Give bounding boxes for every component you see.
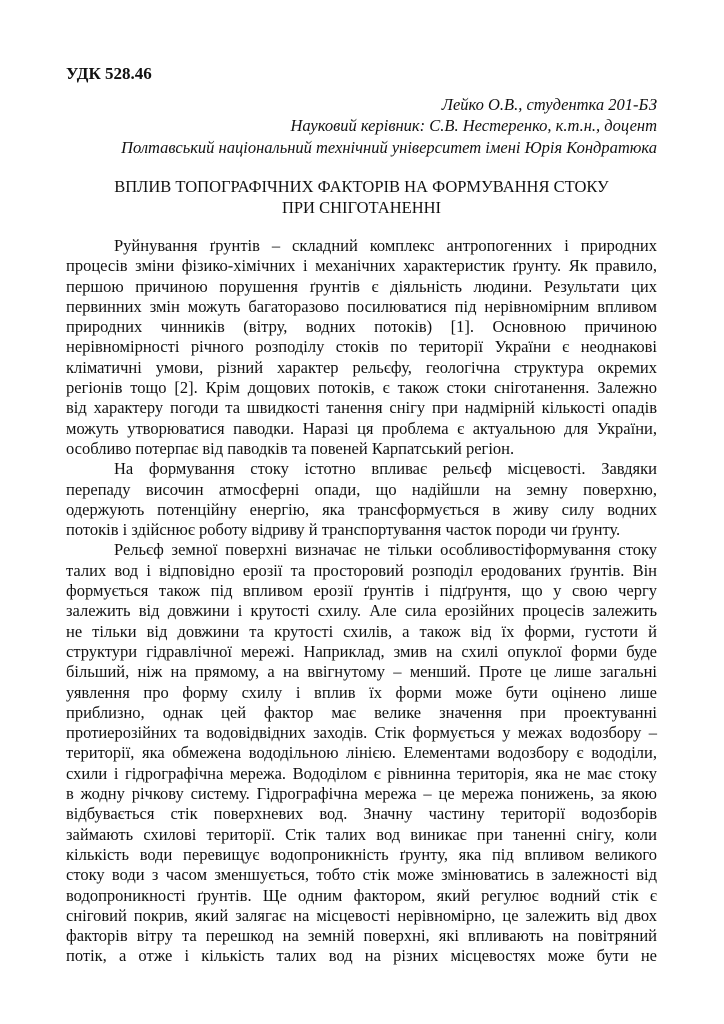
text-line: нерівномірності річного розподілу стоків по території України є неоднакові — [66, 337, 657, 357]
university: Полтавський національний технічний університет імені Юрія Кондратюка — [121, 137, 657, 157]
text-line: потік, а отже і кількість талих вод на різних місцевостях може бути не — [66, 946, 657, 966]
article-body — [66, 236, 657, 967]
paragraph — [66, 236, 657, 459]
text-line: формується також під впливом ерозії ґрунтів і підґрунтя, що у свою чергу — [66, 581, 657, 601]
text-line: від характеру погоди та швидкості танення снігу при надмірній кількості опадів — [66, 398, 657, 418]
title-line: ВПЛИВ ТОПОГРАФІЧНИХ ФАКТОРІВ НА ФОРМУВАННЯ СТОКУ — [114, 177, 609, 196]
text-line: займають схилові території. Стік талих вод виникає при таненні снігу, коли — [66, 824, 657, 844]
text-line: водопроникності ґрунтів. Ще одним фактором, який регулює водний стік є — [66, 885, 657, 905]
text-line: особливо потерпає від паводків та повеней Карпатський регіон. — [66, 438, 515, 458]
text-line: території, яка обмежена вододільною лінією. Елементами водозбору є вододіли, — [66, 743, 657, 763]
text-line: відбувається стік поверхневих вод. Значну частину території водозборів — [66, 804, 657, 824]
text-line: не тільки від довжини та крутості схилів, а також від їх форми, густоти й — [66, 621, 657, 641]
text-line: регіонів тощо [2]. Крім дощових потоків, є також стоки сніготанення. Залежно — [66, 378, 657, 398]
text-line: приблизно, однак цей фактор має велике значення при проектуванні — [66, 702, 657, 722]
text-line: природних чинників (вітру, водних потоків) [1]. Основною причиною — [66, 317, 657, 337]
article-title — [66, 177, 657, 218]
text-line: талих вод і відповідно ерозії та просторовий розподіл еродованих ґрунтів. Він — [66, 560, 657, 580]
text-line: Руйнування ґрунтів – складний комплекс антропогенних і природних — [114, 236, 657, 255]
text-line: можуть утворюватися паводки. Наразі ця проблема є актуальною для України, — [66, 418, 657, 438]
text-line: перепаду височин атмосферні опади, що надійшли на земну поверхню, — [66, 479, 657, 499]
text-line: одержують потенційну енергію, яка трансформується в живу силу водних — [66, 499, 657, 519]
text-line: уявлення про форму схилу і вплив їх форми може бути оцінено лише — [66, 682, 657, 702]
text-line: залежить від довжини і крутості схилу. Але сила ерозійних процесів залежить — [66, 601, 657, 621]
text-line: в жодну річкову систему. Гідрографічна мережа – це мережа понижень, за якою — [66, 784, 657, 804]
text-line: стоку води з часом зменшується, тобто стік може змінюватись в залежності від — [66, 865, 657, 885]
text-line: сніговий покрив, який залягає на місцевості нерівномірно, це залежить від двох — [66, 905, 657, 925]
author-block — [121, 94, 657, 158]
author-name: Лейко О.В., студентка 201-БЗ — [441, 95, 657, 114]
text-line: кількість води перевищує водопроникність ґрунту, яка під впливом великого — [66, 844, 657, 864]
text-line: протиерозійних та водовідвідних заходів. Стік формується у межах водозбору – — [66, 723, 657, 743]
supervisor: Науковий керівник: С.В. Нестеренко, к.т.н., доцент — [290, 116, 657, 136]
text-line: більший, ніж на прямому, а на ввігнутому – менший. Проте це лише загальні — [66, 662, 657, 682]
text-line: На формування стоку істотно впливає рельєф місцевості. Завдяки — [114, 459, 657, 479]
text-line: кліматичні умови, різний характер рельєфу, геологічна структура окремих — [66, 357, 657, 377]
text-line: первинних змін можуть багаторазово посилюватися під нерівномірним впливом — [66, 296, 657, 316]
udk-code: УДК 528.46 — [66, 64, 152, 83]
text-line: процесів зміни фізико-хімічних і механічних характеристик ґрунту. Як правило, — [66, 256, 657, 276]
title-line: ПРИ СНІГОТАНЕННІ — [281, 197, 442, 217]
text-line: факторів вітру та перешкод на земній поверхні, які впливають на повітряний — [66, 926, 657, 946]
paragraph — [66, 540, 657, 966]
text-line: першою причиною порушення ґрунтів є діяльність людини. Результати цих — [66, 276, 657, 296]
paragraph — [66, 459, 657, 540]
text-line: схили і гідрографічна мережа. Вододілом є рівнинна територія, яка не має стоку — [66, 763, 657, 783]
text-line: потоків і здійснює роботу відриву й транспортування часток породи чи ґрунту. — [66, 520, 621, 540]
text-line: структури гідравлічної мережі. Наприклад, змив на схилі опуклої форми буде — [66, 641, 657, 661]
text-line: Рельєф земної поверхні визначає не тільки особливостіформування стоку — [114, 540, 657, 560]
